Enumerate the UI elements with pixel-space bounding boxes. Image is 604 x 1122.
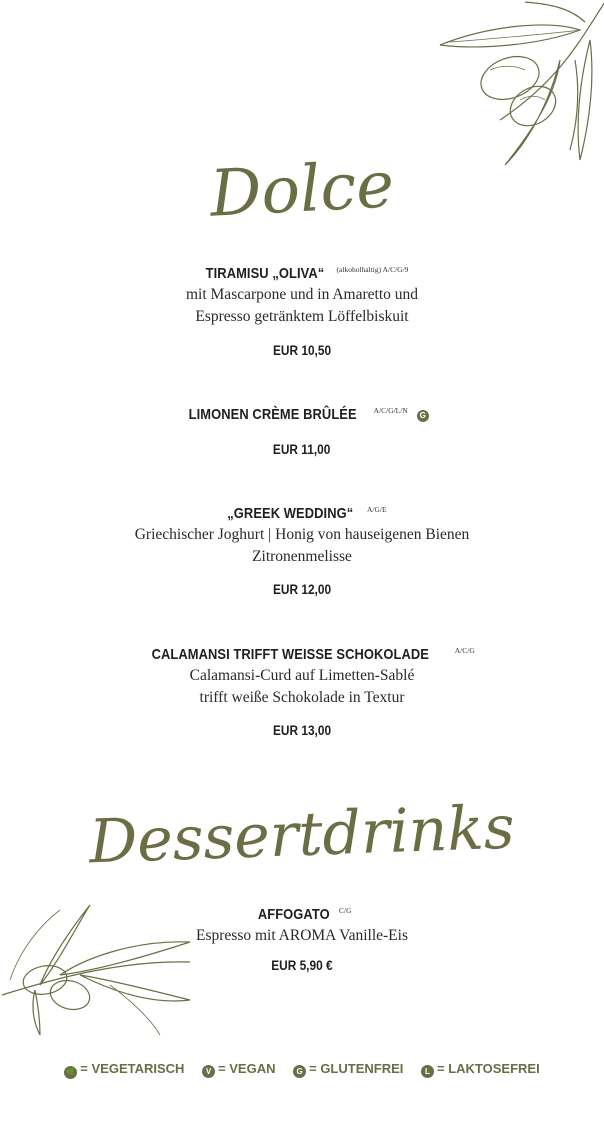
menu-item-affogato [0,901,604,975]
leaf-icon: 🌿 [64,1066,77,1079]
gluten-free-icon: G [293,1065,306,1078]
item-description: mit Mascarpone und in Amaretto und [185,286,419,304]
item-description: trifft weiße Schokolade in Textur [199,689,405,707]
item-title: CALAMANSI TRIFFT WEISSE SCHOKOLADE [151,646,430,664]
menu-item-greek-wedding [0,500,604,599]
item-price: EUR 5,90 € [271,958,333,974]
item-price: EUR 13,00 [272,723,332,739]
legend-gluten-free: G = GLUTENFREI [293,1061,403,1078]
item-title: AFFOGATO [258,906,331,924]
lactose-free-icon: L [421,1065,434,1078]
item-allergens: (alkoholhaltig) A/C/G/9 [336,265,409,274]
item-allergens: A/G/E [366,505,387,514]
item-description: Griechischer Joghurt | Honig von hauseigenen Bienen [134,526,470,544]
item-allergens: A/C/G [454,646,475,655]
item-description: Zitronenmelisse [252,548,352,566]
item-price: EUR 12,00 [272,582,332,598]
legend-lactose-free: L = LAKTOSEFREI [421,1061,540,1078]
item-description: Calamansi-Curd auf Limetten-Sablé [189,667,415,685]
dolce-heading: Dolce [208,148,396,232]
item-allergens: A/C/G/L/N [373,406,408,415]
diet-legend [0,1061,604,1079]
gluten-free-icon: G [417,410,429,422]
item-description: Espresso mit AROMA Vanille-Eis [196,927,408,945]
item-price: EUR 10,50 [272,343,332,359]
item-title: TIRAMISU „OLIVA“ [205,265,324,283]
item-title: LIMONEN CRÈME BRÛLÉE [188,406,357,424]
item-description: Espresso getränktem Löffelbiskuit [195,308,409,326]
item-title: „GREEK WEDDING“ [227,505,354,523]
menu-item-tiramisu [0,260,604,360]
item-price: EUR 11,00 [273,442,331,458]
legend-vegetarian: 🌿 = VEGETARISCH [64,1061,184,1079]
menu-item-creme-brulee [0,401,604,459]
dessertdrinks-heading: Dessertdrinks [88,792,516,878]
item-allergens: C/G [339,906,352,915]
vegan-icon: V [202,1065,215,1078]
menu-item-calamansi [0,641,604,740]
legend-vegan: V = VEGAN [202,1061,275,1078]
